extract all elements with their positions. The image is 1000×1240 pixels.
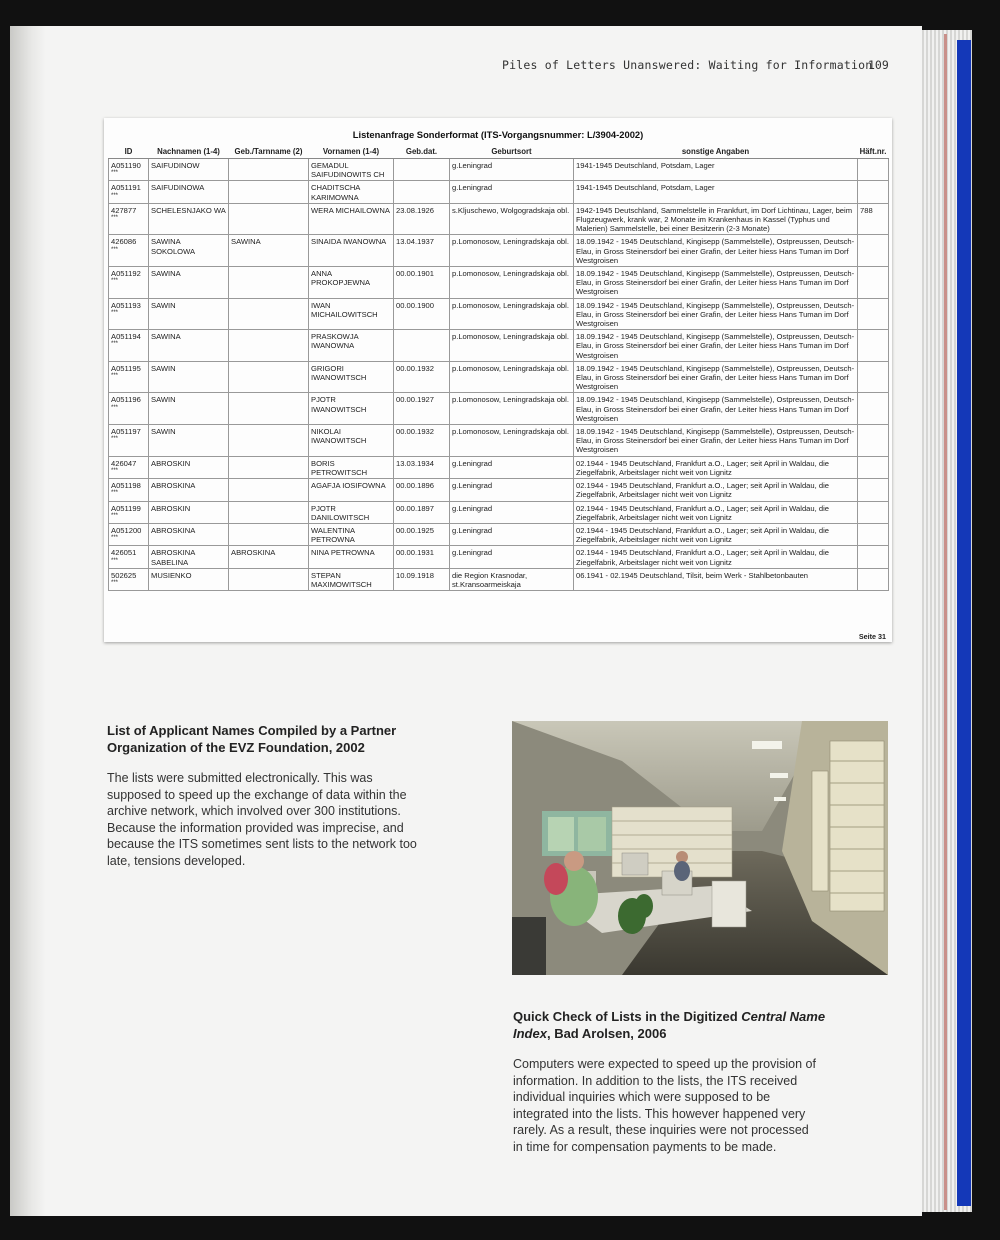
cell-notes [574, 479, 858, 501]
cell-surname-text: SAIFUDINOW [151, 161, 200, 170]
cell-birthplace [450, 523, 574, 545]
cell-alias [229, 393, 309, 425]
cell-firstname-text: NIKOLAI IWANOWITSCH [311, 427, 367, 446]
caption-right-body: Computers were expected to speed up the provision of information. In addition to the lists, the ITS received individual inquiries which were supposed to be integrated into the lists. This however happened very rarely. As a result, these inquiries were not processed in time for compensation payments to be made. [513, 1057, 816, 1154]
cell-notes [574, 267, 858, 299]
cell-surname [149, 479, 229, 501]
cell-birthdate [394, 523, 450, 545]
cell-firstname-text: SINAIDA IWANOWNA [311, 237, 387, 247]
cell-number [858, 298, 889, 330]
cell-surname-text: ABROSKINA [151, 525, 196, 535]
redaction-stars: *** [111, 373, 119, 380]
cell-birthplace [450, 361, 574, 393]
cell-surname [149, 425, 229, 457]
caption-right-title-italic: Central Name Index [513, 1009, 826, 1041]
cell-firstname-text: PJOTR DANILOWITSCH [311, 503, 370, 522]
cell-birthdate [394, 456, 450, 478]
cell-birthdate [394, 235, 450, 267]
cell-birthdate-text: 00.00.1896 [396, 481, 435, 491]
cell-id-text: A051199 [111, 503, 141, 513]
cell-surname-text: ABROSKINA SABELINA [151, 548, 195, 567]
table-row [109, 330, 889, 362]
cell-alias [229, 546, 309, 568]
table-row [109, 235, 889, 267]
cell-firstname [309, 330, 394, 362]
redaction-stars: *** [111, 192, 119, 199]
cell-birthdate [394, 203, 450, 235]
cell-birthdate [394, 568, 450, 590]
table-row [109, 425, 889, 457]
cell-surname-text: SAWINA SOKOLOWA [151, 237, 196, 256]
cell-birthdate-text: 00.00.1932 [396, 427, 435, 437]
cell-birthdate [394, 267, 450, 299]
table-row [109, 159, 889, 181]
cell-firstname-text: PRASKOWJA IWANOWNA [311, 332, 359, 351]
caption-right-title-post: , Bad Arolsen, 2006 [546, 1026, 667, 1041]
cell-notes-text: 18.09.1942 - 1945 Deutschland, Kingisepp (Sammelstelle), Ostpreussen, Deutsch-Elau, in Gross Steinersdorf bei einer Grafin, der Leiter hiess Hans Tuman im Dorf Westgroisen [576, 332, 855, 360]
cell-number [858, 425, 889, 457]
cell-birthdate-text: 10.09.1918 [396, 570, 435, 580]
cell-surname-text: MUSIENKO [151, 570, 192, 580]
cell-birthdate-text: 00.00.1897 [396, 503, 435, 513]
column-header: Geb./Tarnname (2) [229, 146, 309, 159]
cell-birthplace [450, 393, 574, 425]
column-header: Häft.nr. [858, 146, 889, 159]
cell-birthplace-text: p.Lomonosow, Leningradskaja obl. [452, 427, 569, 437]
cell-firstname-text: WERA MICHAILOWNA [311, 205, 390, 215]
cell-firstname [309, 568, 394, 590]
cell-surname [149, 456, 229, 478]
cell-birthdate-text: 13.03.1934 [396, 458, 435, 468]
cell-id [109, 181, 149, 203]
cell-alias [229, 456, 309, 478]
cell-number [858, 546, 889, 568]
cell-number [858, 330, 889, 362]
cell-notes-text: 02.1944 - 1945 Deutschland, Frankfurt a.O., Lager; seit April in Waldau, die Ziegelfabrik, Arbeitslager nicht weit von Lignitz [576, 548, 829, 567]
cell-firstname [309, 181, 394, 203]
table-row [109, 393, 889, 425]
cell-alias [229, 159, 309, 181]
cell-firstname [309, 501, 394, 523]
cell-id-text: A051200 [111, 525, 142, 535]
cell-birthplace-text: p.Lomonosow, Leningradskaja obl. [452, 363, 569, 373]
cell-number [858, 479, 889, 501]
cell-id-text: A051198 [111, 481, 141, 491]
cell-notes-text: 18.09.1942 - 1945 Deutschland, Kingisepp (Sammelstelle), Ostpreussen, Deutsch-Elau, in Gross Steinersdorf bei einer Grafin, der Leiter hiess Hans Tuman im Dorf Westgroisen [576, 395, 855, 423]
cell-surname [149, 298, 229, 330]
cell-birthplace [450, 298, 574, 330]
cell-surname [149, 330, 229, 362]
cell-notes [574, 330, 858, 362]
cell-birthplace-text: p.Lomonosow, Leningradskaja obl. [452, 332, 569, 342]
cell-birthplace-text: g.Leningrad [452, 183, 493, 193]
column-header: Nachnamen (1-4) [149, 146, 229, 159]
cell-notes [574, 298, 858, 330]
cell-id-text: A051192 [111, 269, 141, 279]
redaction-stars: *** [111, 404, 119, 411]
cell-surname-text: ABROSKIN [151, 458, 191, 468]
cell-birthplace [450, 330, 574, 362]
cell-id [109, 159, 149, 181]
cell-birthplace-text: g.Leningrad [452, 525, 493, 535]
cell-firstname-text: CHADITSCHA KARIMOWNA [311, 183, 360, 202]
cell-firstname [309, 267, 394, 299]
cell-birthplace [450, 501, 574, 523]
cell-birthplace-text: g.Leningrad [452, 458, 493, 468]
cell-surname-text: SAWIN [151, 395, 176, 405]
cell-firstname [309, 361, 394, 393]
cell-birthplace [450, 235, 574, 267]
cell-surname [149, 159, 229, 181]
cell-firstname [309, 479, 394, 501]
redaction-stars: *** [111, 246, 119, 253]
scanned-list-document [104, 118, 892, 642]
cell-number [858, 393, 889, 425]
cell-birthplace-text: p.Lomonosow, Leningradskaja obl. [452, 395, 569, 405]
cell-birthdate [394, 479, 450, 501]
cell-id-text: A051195 [111, 363, 141, 373]
cell-notes-text: 18.09.1942 - 1945 Deutschland, Kingisepp (Sammelstelle), Ostpreussen, Deutsch-Elau, in Gross Steinersdorf bei einer Grafin, der Leiter hiess Hans Tuman im Dorf Westgroisen [576, 427, 855, 455]
cell-notes [574, 203, 858, 235]
cell-firstname [309, 159, 394, 181]
page-edge-stripe [944, 34, 947, 1210]
cell-birthplace [450, 203, 574, 235]
cell-surname-text: SAWIN [151, 427, 176, 437]
column-header: Vornamen (1-4) [309, 146, 394, 159]
cell-alias-text: ABROSKINA [231, 548, 276, 558]
table-row [109, 456, 889, 478]
cell-alias [229, 203, 309, 235]
cell-id [109, 479, 149, 501]
cell-notes-text: 1941-1945 Deutschland, Potsdam, Lager [576, 161, 715, 170]
cell-birthdate [394, 546, 450, 568]
cell-birthplace [450, 479, 574, 501]
cell-number [858, 501, 889, 523]
table-row [109, 203, 889, 235]
archive-office-photo [512, 721, 888, 975]
cell-firstname-text: IWAN MICHAILOWITSCH [311, 300, 378, 319]
caption-left-body: The lists were submitted electronically. This was supposed to speed up the exchange of data within the archive network, which involved over 300 institutions. Because the information provided was imprecise, and because the ITS sometimes sent lists to the network too late, tensions developed. [107, 771, 417, 868]
applicant-table [108, 146, 889, 591]
cell-notes-text: 1941-1945 Deutschland, Potsdam, Lager [576, 183, 715, 193]
cell-notes [574, 235, 858, 267]
cell-birthplace [450, 456, 574, 478]
cell-id [109, 546, 149, 568]
cell-firstname [309, 456, 394, 478]
cell-firstname-text: GRIGORI IWANOWITSCH [311, 363, 367, 383]
cell-id-text: A051197 [111, 427, 141, 437]
cell-id-text: 426051 [111, 548, 137, 558]
cell-surname-text: SCHELESNJAKO WA [151, 205, 226, 215]
table-row [109, 361, 889, 393]
cell-id [109, 568, 149, 590]
cell-birthplace-text: p.Lomonosow, Leningradskaja obl. [452, 237, 569, 247]
cell-birthplace [450, 568, 574, 590]
cell-notes [574, 393, 858, 425]
cell-birthplace [450, 181, 574, 203]
cell-firstname-text: PJOTR IWANOWITSCH [311, 395, 367, 414]
cell-alias [229, 479, 309, 501]
cell-notes [574, 361, 858, 393]
cell-birthplace-text: p.Lomonosow, Leningradskaja obl. [452, 269, 569, 279]
running-head: Piles of Letters Unanswered: Waiting for Information [502, 58, 873, 72]
cell-surname [149, 393, 229, 425]
cell-birthplace-text: g.Leningrad [452, 481, 493, 491]
cell-surname [149, 267, 229, 299]
cell-notes-text: 18.09.1942 - 1945 Deutschland, Kingisepp (Sammelstelle), Ostpreussen, Deutsch-Elau, in Gross Steinersdorf bei einer Grafin, der Leiter hiess Hans Tuman im Dorf Westgroisen [576, 237, 855, 265]
redaction-stars: *** [111, 170, 119, 177]
cell-number [858, 568, 889, 590]
cell-birthdate-text: 13.04.1937 [396, 237, 435, 247]
cell-alias [229, 501, 309, 523]
cell-birthplace-text: s.Kljuschewo, Wolgogradskaja obl. [452, 205, 570, 215]
cell-id [109, 361, 149, 393]
cell-birthplace-text: g.Leningrad [452, 161, 493, 170]
cell-firstname-text: BORIS PETROWITSCH [311, 458, 368, 477]
cell-id [109, 393, 149, 425]
cell-surname-text: SAWIN [151, 363, 176, 373]
cell-birthdate [394, 501, 450, 523]
cell-number [858, 523, 889, 545]
cell-surname [149, 523, 229, 545]
cell-birthdate [394, 181, 450, 203]
cell-id-text: 502625 [111, 570, 137, 580]
cell-notes [574, 425, 858, 457]
cell-birthplace-text: g.Leningrad [452, 548, 493, 558]
cell-firstname [309, 393, 394, 425]
cell-alias [229, 361, 309, 393]
redaction-stars: *** [111, 512, 119, 519]
table-row [109, 568, 889, 590]
cell-notes-text: 18.09.1942 - 1945 Deutschland, Kingisepp (Sammelstelle), Ostpreussen, Deutsch-Elau, in Gross Steinersdorf bei einer Grafin, der Leiter hiess Hans Tuman im Dorf Westgroisen [576, 269, 855, 297]
book-cover-edge [957, 40, 971, 1206]
cell-id [109, 267, 149, 299]
cell-id-text: 427877 [111, 205, 137, 215]
cell-firstname-text: AGAFJA IOSIFOWNA [311, 481, 386, 491]
cell-notes-text: 02.1944 - 1945 Deutschland, Frankfurt a.O., Lager; seit April in Waldau, die Ziegelfabrik, Arbeitslager nicht weit von Lignitz [576, 503, 829, 522]
cell-birthplace-text: p.Lomonosow, Leningradskaja obl. [452, 300, 569, 310]
cell-id [109, 501, 149, 523]
redaction-stars: *** [111, 215, 119, 222]
table-row [109, 546, 889, 568]
cell-notes-text: 1942-1945 Deutschland, Sammelstelle in Frankfurt, im Dorf Lichtinau, Lager, beim Flugzeugwerk, krank war, 2 Monate im Krankenhaus in Kassel (Typhus und Malerien) Sammelstelle, bei einer Besitzerin (2-3 Monate) [576, 205, 853, 234]
cell-id-text: A051196 [111, 395, 141, 405]
cell-birthdate-text: 00.00.1931 [396, 548, 435, 558]
redaction-stars: *** [111, 535, 119, 542]
cell-number [858, 361, 889, 393]
cell-surname [149, 181, 229, 203]
cell-birthdate [394, 425, 450, 457]
cell-number [858, 159, 889, 181]
cell-id-text: 426047 [111, 458, 137, 468]
cell-birthdate-text: 00.00.1925 [396, 525, 435, 535]
cell-surname [149, 546, 229, 568]
redaction-stars: *** [111, 309, 119, 316]
cell-id [109, 456, 149, 478]
redaction-stars: *** [111, 341, 119, 348]
cell-surname-text: ABROSKIN [151, 503, 191, 513]
cell-birthdate-text: 00.00.1900 [396, 300, 435, 310]
cell-alias [229, 181, 309, 203]
cell-firstname [309, 523, 394, 545]
cell-surname-text: SAWINA [151, 269, 181, 279]
cell-surname-text: SAWIN [151, 300, 176, 310]
redaction-stars: *** [111, 436, 119, 443]
cell-id [109, 523, 149, 545]
cell-notes-text: 02.1944 - 1945 Deutschland, Frankfurt a.O., Lager; seit April in Waldau, die Ziegelfabrik, Arbeitslager nicht weit von Lignitz [576, 525, 829, 545]
cell-id-text: A051191 [111, 183, 141, 193]
cell-id [109, 235, 149, 267]
column-header: Geb.dat. [394, 146, 450, 159]
table-row [109, 298, 889, 330]
cell-surname-text: SAIFUDINOWA [151, 183, 205, 193]
cell-birthdate [394, 361, 450, 393]
document-page-footer: Seite 31 [858, 632, 886, 641]
cell-birthdate [394, 159, 450, 181]
table-row [109, 181, 889, 203]
cell-notes [574, 456, 858, 478]
cell-alias-text: SAWINA [231, 237, 261, 247]
redaction-stars: *** [111, 278, 119, 285]
cell-alias [229, 425, 309, 457]
table-row [109, 501, 889, 523]
cell-birthdate [394, 330, 450, 362]
cell-alias [229, 330, 309, 362]
cell-birthplace-text: die Region Krasnodar, st.Kransoarmeiskaja [452, 570, 528, 589]
cell-surname [149, 203, 229, 235]
cell-notes [574, 501, 858, 523]
cell-id [109, 298, 149, 330]
cell-surname [149, 501, 229, 523]
cell-notes-text: 18.09.1942 - 1945 Deutschland, Kingisepp (Sammelstelle), Ostpreussen, Deutsch-Elau, in Gross Steinersdorf bei einer Grafin, der Leiter hiess Hans Tuman im Dorf Westgroisen [576, 300, 855, 329]
redaction-stars: *** [111, 557, 119, 564]
caption-right-title [513, 1008, 843, 1042]
table-row [109, 479, 889, 501]
table-row [109, 267, 889, 299]
cell-id [109, 330, 149, 362]
column-header: ID [109, 146, 149, 159]
cell-number [858, 203, 889, 235]
cell-notes [574, 546, 858, 568]
cell-alias [229, 523, 309, 545]
cell-notes [574, 181, 858, 203]
cell-id-text: A051193 [111, 300, 141, 310]
column-header: Geburtsort [450, 146, 574, 159]
cell-birthplace [450, 267, 574, 299]
cell-notes [574, 523, 858, 545]
archive-office-illustration [512, 721, 888, 975]
cell-number [858, 181, 889, 203]
cell-number [858, 235, 889, 267]
cell-birthdate-text: 00.00.1932 [396, 363, 435, 373]
cell-firstname-text: WALENTINA PETROWNA [311, 525, 355, 545]
cell-number-text: 788 [860, 205, 873, 215]
cell-birthdate [394, 393, 450, 425]
caption-left-title: List of Applicant Names Compiled by a Partner Organization of the EVZ Foundation, 2002 [107, 723, 397, 755]
cell-birthplace-text: g.Leningrad [452, 503, 493, 513]
cell-notes-text: 18.09.1942 - 1945 Deutschland, Kingisepp (Sammelstelle), Ostpreussen, Deutsch-Elau, in Gross Steinersdorf bei einer Grafin, der Leiter hiess Hans Tuman im Dorf Westgroisen [576, 363, 855, 392]
document-title: Listenanfrage Sonderformat (ITS-Vorgangsnummer: L/3904-2002) [352, 129, 644, 140]
redaction-stars: *** [111, 467, 119, 474]
cell-notes [574, 159, 858, 181]
cell-surname-text: SAWINA [151, 332, 181, 342]
table-header-row [109, 146, 889, 159]
redaction-stars: *** [111, 579, 119, 586]
cell-notes [574, 568, 858, 590]
page-number: 109 [868, 58, 889, 72]
table-row [109, 523, 889, 545]
cell-surname-text: ABROSKINA [151, 481, 196, 491]
cell-notes-text: 02.1944 - 1945 Deutschland, Frankfurt a.O., Lager; seit April in Waldau, die Ziegelfabrik, Arbeitslager nicht weit von Lignitz [576, 458, 829, 477]
cell-alias [229, 298, 309, 330]
cell-birthdate-text: 00.00.1901 [396, 269, 435, 279]
cell-firstname-text: GEMADUL SAIFUDINOWITS CH [311, 161, 385, 180]
cell-firstname [309, 425, 394, 457]
redaction-stars: *** [111, 490, 119, 497]
page-gutter-shadow [10, 26, 46, 1216]
column-header: sonstige Angaben [574, 146, 858, 159]
cell-birthdate [394, 298, 450, 330]
cell-id-text: A051190 [111, 161, 141, 170]
caption-right-title-pre: Quick Check of Lists in the Digitized [513, 1009, 742, 1024]
cell-birthplace [450, 159, 574, 181]
cell-id [109, 203, 149, 235]
cell-firstname [309, 298, 394, 330]
cell-notes-text: 02.1944 - 1945 Deutschland, Frankfurt a.O., Lager; seit April in Waldau, die Ziegelfabrik, Arbeitslager nicht weit von Lignitz [576, 481, 829, 500]
cell-id-text: 426086 [111, 237, 137, 247]
cell-alias [229, 568, 309, 590]
cell-id-text: A051194 [111, 332, 141, 342]
cell-number [858, 267, 889, 299]
cell-surname [149, 235, 229, 267]
cell-firstname-text: STEPAN MAXIMOWITSCH [311, 570, 372, 589]
cell-firstname-text: NINA PETROWNA [311, 548, 375, 558]
cell-birthplace [450, 546, 574, 568]
cell-number [858, 456, 889, 478]
cell-birthplace [450, 425, 574, 457]
cell-birthdate-text: 00.00.1927 [396, 395, 435, 405]
cell-alias [229, 267, 309, 299]
cell-id [109, 425, 149, 457]
cell-birthdate-text: 23.08.1926 [396, 205, 435, 215]
cell-firstname-text: ANNA PROKOPJEWNA [311, 269, 371, 288]
cell-alias [229, 235, 309, 267]
cell-firstname [309, 203, 394, 235]
cell-surname [149, 361, 229, 393]
cell-surname [149, 568, 229, 590]
cell-firstname [309, 546, 394, 568]
cell-firstname [309, 235, 394, 267]
cell-notes-text: 06.1941 - 02.1945 Deutschland, Tilsit, beim Werk - Stahlbetonbauten [576, 570, 809, 580]
